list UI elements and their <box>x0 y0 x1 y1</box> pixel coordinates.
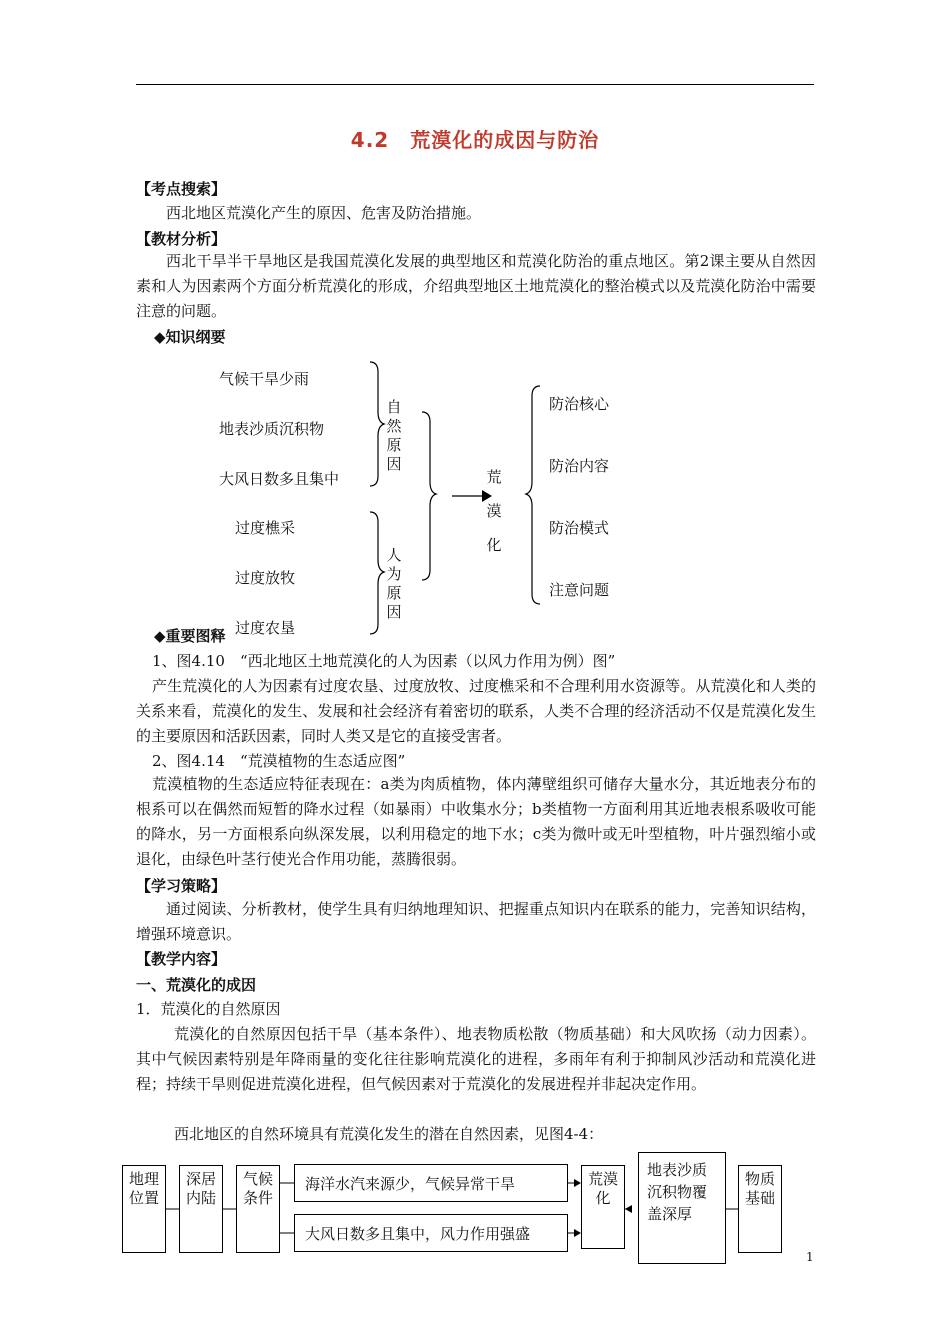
outline-center: 荒漠化 <box>486 468 502 554</box>
flow-box-wind: 大风日数多且集中，风力作用强盛 <box>294 1214 568 1252</box>
flow-box-climate: 气候条件 <box>236 1165 280 1253</box>
celue-text: 通过阅读、分析教材，使学生具有归纳地理知识、把握重点知识内在联系的能力，完善知识结构，增强环境意识。 <box>136 900 816 943</box>
outline-natural-item: 大风日数多且集中 <box>219 470 340 488</box>
neirong-p1: 荒漠化的自然原因包括干旱（基本条件）、地表物质松散（物质基础）和大风吹扬（动力因素）。其中气候因素特别是年降雨量的变化往往影响荒漠化的进程，多雨年有利于抑制风沙活动和荒漠化进程；持续干旱则促进荒漠化进程，但气候因素对于荒漠化的发展进程并非起决定作用。 <box>136 1025 816 1093</box>
tushi-item2-text: 荒漠植物的生态适应特征表现在：a类为肉质植物，体内薄壁组织可储存大量水分，其近地表分布的根系可以在偶然而短暂的降水过程（如暴雨）中收集水分；b类植物一方面利用其近地表根系吸收可能的降水，另一方面根系向纵深发展，以利用稳定的地下水；c类为微叶或无叶型植物，叶片强烈缩小或退化，由绿色叶茎行使光合作用功能，蒸腾很弱。 <box>136 775 816 868</box>
outline-human-item: 过度农垦 <box>235 619 296 637</box>
section-heading: 一、荒漠化的成因 <box>136 976 257 994</box>
tushi-item2-title: 2、图4.14 “荒漠植物的生态适应图” <box>152 752 406 770</box>
outline-human-item: 过度樵采 <box>235 519 296 537</box>
outline-heading: ◆知识纲要 <box>154 328 226 346</box>
tushi-item1-text: 产生荒漠化的人为因素有过度农垦、过度放牧、过度樵采和不合理利用水资源等。从荒漠化和人类的关系来看，荒漠化的发生、发展和社会经济有着密切的联系，人类不合理的经济活动不仅是荒漠化发生的主要原因和活跃因素，同时人类又是它的直接受害者。 <box>136 677 816 745</box>
outline-human-label: 人为原因 <box>386 546 402 621</box>
outline-natural-item: 地表沙质沉积物 <box>219 420 325 438</box>
page-number: 1 <box>806 1250 814 1264</box>
outline-natural-label: 自然原因 <box>386 398 402 473</box>
jiaocai-heading: 【教材分析】 <box>136 230 227 248</box>
outline-natural-item: 气候干旱少雨 <box>219 370 310 388</box>
flow-box-inland: 深居内陆 <box>179 1165 223 1253</box>
outline-human-item: 过度放牧 <box>235 569 296 587</box>
outline-right-item: 防治核心 <box>549 395 610 413</box>
flow-box-dry: 海洋水汽来源少，气候异常干旱 <box>294 1164 568 1202</box>
flow-box-sand: 地表沙质沉积物覆盖深厚 <box>638 1152 726 1264</box>
tushi-heading: ◆重要图释 <box>154 627 226 645</box>
page-title: 4.2 荒漠化的成因与防治 <box>350 128 600 152</box>
flow-box-location: 地理位置 <box>122 1165 166 1253</box>
neirong-p2: 西北地区的自然环境具有荒漠化发生的潜在自然因素，见图4-4： <box>174 1125 604 1143</box>
kaodian-text: 西北地区荒漠化产生的原因、危害及防治措施。 <box>166 204 482 222</box>
outline-right-item: 防治内容 <box>549 457 610 475</box>
outline-right-item: 注意问题 <box>549 581 610 599</box>
neirong-heading: 【教学内容】 <box>136 950 227 968</box>
tushi-item1-title: 1、图4.10 “西北地区土地荒漠化的人为因素（以风力作用为例）图” <box>152 652 616 670</box>
flow-box-material: 物质基础 <box>738 1165 782 1253</box>
flow-box-desertification: 荒漠化 <box>581 1165 625 1249</box>
jiaocai-text: 西北干旱半干旱地区是我国荒漠化发展的典型地区和荒漠化防治的重点地区。第2课主要从自然因素和人为因素两个方面分析荒漠化的形成，介绍典型地区土地荒漠化的整治模式以及荒漠化防治中需要注意的问题。 <box>136 252 816 320</box>
sub-heading: 1．荒漠化的自然原因 <box>136 1000 281 1018</box>
outline-right-item: 防治模式 <box>549 519 610 537</box>
kaodian-heading: 【考点搜索】 <box>136 180 227 198</box>
celue-heading: 【学习策略】 <box>136 877 227 895</box>
